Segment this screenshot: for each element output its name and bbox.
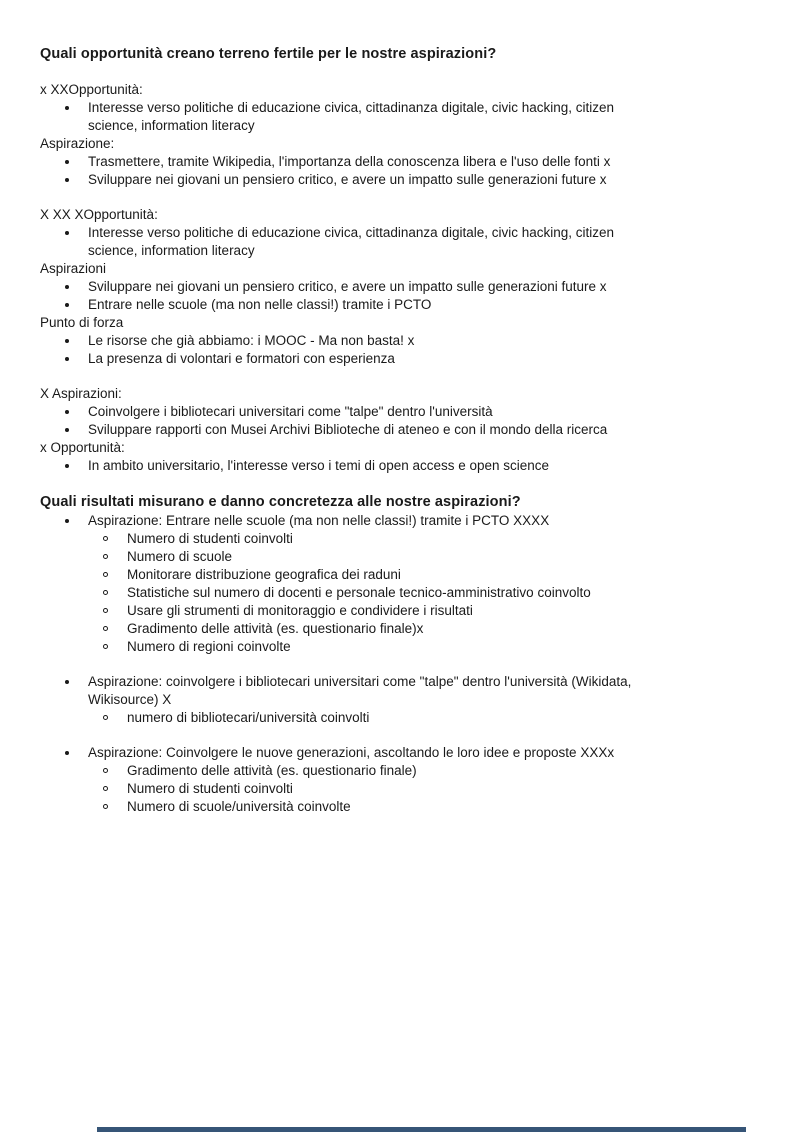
blank-line [40, 656, 760, 673]
bullet-circle-icon [103, 602, 127, 613]
text-line: Entrare nelle scuole (ma non nelle classi!) tramite i PCTO [88, 297, 432, 312]
list-item-text [127, 620, 760, 638]
text-line: Sviluppare rapporti con Musei Archivi Biblioteche di ateneo e con il mondo della ricerca [88, 422, 608, 437]
text-line: x XXOpportunità: [40, 82, 143, 97]
text-line: numero di bibliotecari/università coinvolti [127, 710, 370, 725]
list-item-text [127, 798, 760, 816]
text-line: Aspirazione: Entrare nelle scuole (ma non nelle classi!) tramite i PCTO XXXX [88, 513, 550, 528]
list-item-text [88, 171, 760, 189]
list-item-text [127, 530, 760, 548]
bullet-item [40, 332, 760, 350]
sub-bullet-item [40, 709, 760, 727]
bullet-circle-icon [103, 638, 127, 649]
text-line: Statistiche sul numero di docenti e personale tecnico-amministrativo coinvolto [127, 585, 591, 600]
bullet-item [40, 296, 760, 314]
list-label [40, 81, 760, 99]
blank-line [40, 475, 760, 492]
bullet-item [40, 512, 760, 530]
text-line: Punto di forza [40, 315, 124, 330]
bullet-dot-icon [65, 332, 88, 343]
text-line: X Aspirazioni: [40, 386, 122, 401]
text-line: Quali risultati misurano e danno concretezza alle nostre aspirazioni? [40, 494, 521, 510]
bullet-dot-icon [65, 171, 88, 182]
text-line: Interesse verso politiche di educazione civica, cittadinanza digitale, civic hacking, citizen [88, 225, 615, 240]
text-line: Numero di regioni coinvolte [127, 639, 291, 654]
text-line: science, information literacy [88, 118, 255, 133]
bullet-dot-icon [65, 457, 88, 468]
list-item-text [88, 673, 760, 709]
list-item-text [127, 709, 760, 727]
text-line: Quali opportunità creano terreno fertile per le nostre aspirazioni? [40, 46, 497, 62]
list-item-text [127, 566, 760, 584]
bullet-item [40, 421, 760, 439]
text-line: Interesse verso politiche di educazione civica, cittadinanza digitale, civic hacking, citizen [88, 100, 615, 115]
bullet-item [40, 403, 760, 421]
list-item-text [88, 744, 760, 762]
list-item-text [88, 512, 760, 530]
list-label [40, 314, 760, 332]
text-line: Monitorare distribuzione geografica dei raduni [127, 567, 401, 582]
bullet-dot-icon [65, 673, 88, 684]
list-label [40, 260, 760, 278]
bullet-circle-icon [103, 620, 127, 631]
text-line: Aspirazione: coinvolgere i bibliotecari universitari come "talpe" dentro l'università (Wikidata, [88, 674, 632, 689]
text-line: Sviluppare nei giovani un pensiero critico, e avere un impatto sulle generazioni future x [88, 279, 607, 294]
list-item-text [88, 403, 760, 421]
text-line: Numero di scuole/università coinvolte [127, 799, 351, 814]
bullet-dot-icon [65, 224, 88, 235]
list-item-text [88, 99, 760, 135]
text-line: Aspirazioni [40, 261, 107, 276]
list-item-text [127, 780, 760, 798]
text-line: Le risorse che già abbiamo: i MOOC - Ma non basta! x [88, 333, 415, 348]
blank-line [40, 189, 760, 206]
list-label [40, 206, 760, 224]
text-line: Gradimento delle attività (es. questionario finale)x [127, 621, 424, 636]
text-line: Coinvolgere i bibliotecari universitari come "talpe" dentro l'università [88, 404, 493, 419]
list-label [40, 135, 760, 153]
bullet-circle-icon [103, 780, 127, 791]
bullet-circle-icon [103, 566, 127, 577]
sub-bullet-item [40, 762, 760, 780]
text-line: X XX XOpportunità: [40, 207, 158, 222]
list-item-text [88, 296, 760, 314]
sub-bullet-item [40, 638, 760, 656]
list-item-text [127, 602, 760, 620]
list-item-text [88, 224, 760, 260]
bullet-circle-icon [103, 584, 127, 595]
list-label [40, 439, 760, 457]
sub-bullet-item [40, 566, 760, 584]
list-item-text [88, 332, 760, 350]
sub-bullet-item [40, 584, 760, 602]
list-item-text [88, 278, 760, 296]
text-line: Numero di studenti coinvolti [127, 781, 293, 796]
bullet-item [40, 457, 760, 475]
bullet-item [40, 744, 760, 762]
blank-line [40, 64, 760, 81]
list-item-text [127, 548, 760, 566]
list-item-text [127, 762, 760, 780]
list-item-text [127, 638, 760, 656]
bullet-circle-icon [103, 530, 127, 541]
bullet-dot-icon [65, 278, 88, 289]
list-item-text [88, 421, 760, 439]
text-line: Numero di scuole [127, 549, 233, 564]
bullet-circle-icon [103, 548, 127, 559]
bottom-blue-bar [97, 1127, 746, 1132]
bullet-circle-icon [103, 762, 127, 773]
blank-line [40, 727, 760, 744]
text-line: x Opportunità: [40, 440, 125, 455]
bullet-dot-icon [65, 512, 88, 523]
sub-bullet-item [40, 548, 760, 566]
text-line: Usare gli strumenti di monitoraggio e condividere i risultati [127, 603, 473, 618]
sub-bullet-item [40, 530, 760, 548]
bullet-item [40, 350, 760, 368]
bullet-dot-icon [65, 403, 88, 414]
bullet-dot-icon [65, 421, 88, 432]
text-line: In ambito universitario, l'interesse verso i temi di open access e open science [88, 458, 550, 473]
bullet-item [40, 224, 760, 260]
text-line: Gradimento delle attività (es. questionario finale) [127, 763, 417, 778]
sub-bullet-item [40, 798, 760, 816]
text-line: La presenza di volontari e formatori con esperienza [88, 351, 395, 366]
sub-bullet-item [40, 620, 760, 638]
bullet-item [40, 171, 760, 189]
list-item-text [88, 350, 760, 368]
text-line: science, information literacy [88, 243, 255, 258]
list-item-text [88, 153, 760, 171]
bullet-item [40, 278, 760, 296]
sub-bullet-item [40, 602, 760, 620]
bullet-dot-icon [65, 296, 88, 307]
bullet-item [40, 673, 760, 709]
list-item-text [127, 584, 760, 602]
bullet-circle-icon [103, 798, 127, 809]
bullet-dot-icon [65, 99, 88, 110]
text-line: Aspirazione: [40, 136, 115, 151]
text-line: Trasmettere, tramite Wikipedia, l'importanza della conoscenza libera e l'uso delle fonti x [88, 154, 611, 169]
text-line: Wikisource) X [88, 692, 172, 707]
blank-line [40, 368, 760, 385]
bullet-dot-icon [65, 744, 88, 755]
bullet-item [40, 99, 760, 135]
section-heading [40, 44, 760, 64]
section-heading [40, 492, 760, 512]
text-line: Sviluppare nei giovani un pensiero critico, e avere un impatto sulle generazioni future x [88, 172, 607, 187]
sub-bullet-item [40, 780, 760, 798]
bullet-dot-icon [65, 153, 88, 164]
list-label [40, 385, 760, 403]
bullet-item [40, 153, 760, 171]
text-line: Numero di studenti coinvolti [127, 531, 293, 546]
bullet-circle-icon [103, 709, 127, 720]
list-item-text [88, 457, 760, 475]
bullet-dot-icon [65, 350, 88, 361]
text-line: Aspirazione: Coinvolgere le nuove generazioni, ascoltando le loro idee e proposte XXXx [88, 745, 615, 760]
